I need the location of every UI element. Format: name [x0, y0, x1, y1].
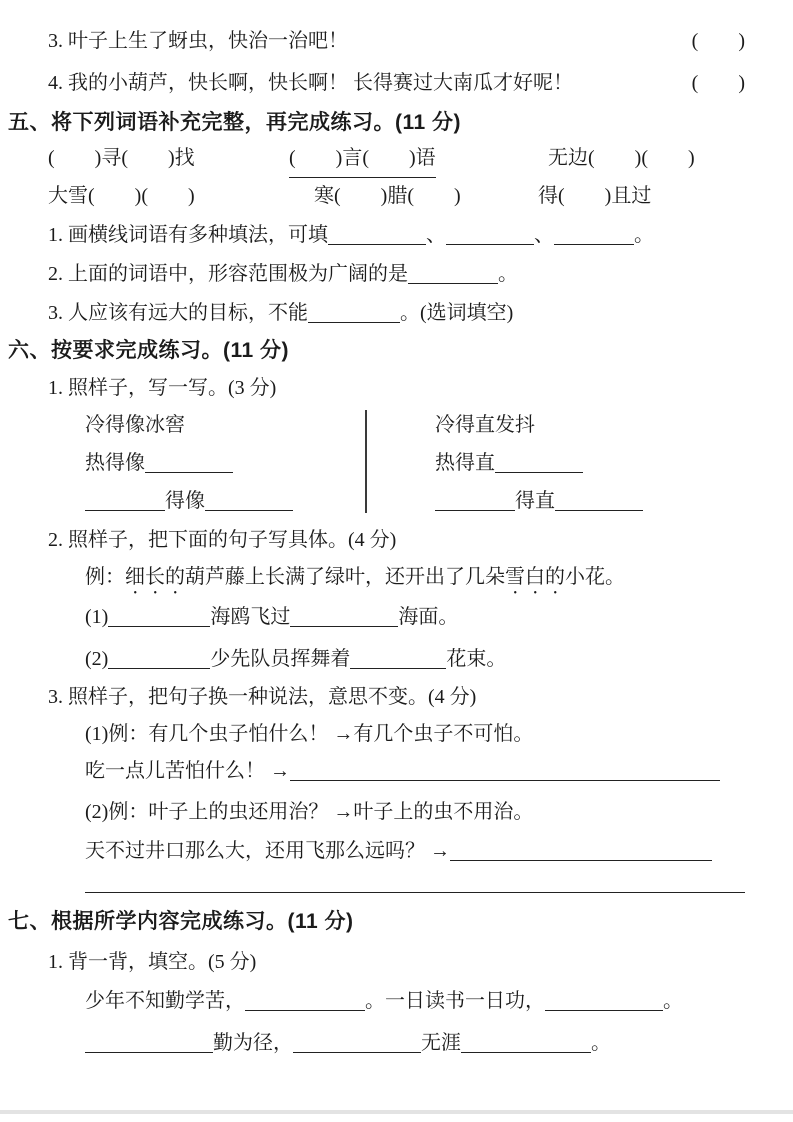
blank-line: [108, 602, 210, 627]
blank-line: [293, 1028, 421, 1053]
text-segment: 小花。: [565, 566, 625, 588]
section7-recite-line-2: [85, 1028, 611, 1058]
blank-line: [495, 448, 583, 473]
blank-line: [290, 602, 398, 627]
answer-parens: ( ): [691, 30, 745, 52]
text-segment: 少先队员挥舞着: [210, 648, 351, 670]
example-table-right: [435, 406, 643, 520]
blank-line: [108, 644, 210, 669]
section5-question-3: [48, 298, 513, 328]
word-fill-item: ( )寻( )找: [48, 147, 195, 169]
table-row: [435, 444, 643, 482]
blank-line: [461, 1028, 591, 1053]
blank-line: [446, 220, 534, 245]
section6-q2-title: 2. 照样子，把下面的句子写具体。(4 分): [48, 529, 397, 551]
example-table-left: [85, 406, 293, 520]
text-segment: 花束。: [446, 648, 507, 670]
section6-q3-example-2: [85, 797, 533, 827]
text-segment: 。: [591, 1032, 611, 1054]
text-segment: 勤为径，: [213, 1032, 293, 1054]
text-segment: 少年不知勤学苦，: [85, 990, 245, 1012]
table-row: [85, 444, 293, 482]
text-segment: 冷得直发抖: [435, 414, 535, 436]
blank-line: [408, 259, 498, 284]
section7-q1-title: 1. 背一背，填空。(5 分): [48, 951, 257, 973]
section5-title: 五、将下列词语补充完整，再完成练习。(11 分): [8, 111, 462, 134]
text-segment: 吃一点儿苦怕什么！ →: [85, 760, 290, 782]
text-segment: (1)例：有几个虫子怕什么！ →有几个虫子不可怕。: [85, 723, 534, 745]
emphasized-text: 雪白的: [505, 566, 565, 588]
blank-line: [290, 756, 720, 781]
word-fill-item: 寒( )腊( ): [314, 185, 461, 207]
text-segment: 、: [426, 224, 446, 246]
section6-q3-item-1: [85, 756, 720, 786]
blank-line: [328, 220, 426, 245]
blank-line: [554, 220, 634, 245]
blank-line: [85, 486, 165, 511]
section6-q3-example-1: [85, 719, 533, 749]
section7-recite-line-1: [85, 986, 683, 1016]
blank-line: [85, 1028, 213, 1053]
section7-title: 七、根据所学内容完成练习。(11 分): [8, 910, 354, 933]
judge-item-4: [48, 68, 745, 98]
table-row: [85, 482, 293, 520]
judge-item-text: 3. 叶子上生了蚜虫，快治一治吧！: [48, 30, 348, 52]
text-segment: 。(选词填空): [400, 302, 514, 324]
text-segment: (1): [85, 606, 109, 628]
blank-line: [85, 868, 745, 893]
text-segment: 热得像: [85, 452, 145, 474]
blank-line: [308, 298, 400, 323]
section6-q2-example: [85, 562, 625, 599]
text-segment: 得像: [165, 490, 205, 512]
text-segment: 。: [634, 224, 654, 246]
word-fill-item: 得( )且过: [538, 185, 652, 207]
section6-q2-item-1: [85, 602, 458, 632]
word-fill-item: 大雪( )( ): [48, 185, 195, 207]
word-fill-item: 无边( )( ): [548, 147, 695, 169]
page-bottom-edge: [0, 1110, 793, 1114]
blank-line: [245, 986, 365, 1011]
text-segment: 。: [498, 263, 518, 285]
text-segment: 得直: [515, 490, 555, 512]
text-segment: (2): [85, 648, 109, 670]
blank-line: [145, 448, 233, 473]
section6-q3-item-2: [85, 836, 712, 866]
word-fill-item-underlined: ( )言( )语: [289, 143, 436, 178]
blank-line: [205, 486, 293, 511]
text-segment: 海鸥飞过: [210, 606, 291, 628]
blank-line: [555, 486, 643, 511]
text-segment: 天不过井口那么大，还用飞那么远吗？ →: [85, 840, 450, 862]
blank-line: [450, 836, 712, 861]
judge-item-text: 4. 我的小葫芦，快长啊，快长啊！ 长得赛过大南瓜才好呢！: [48, 72, 573, 94]
answer-parens: ( ): [691, 72, 745, 94]
text-segment: 无涯: [421, 1032, 461, 1054]
text-segment: 冷得像冰窖: [85, 414, 185, 436]
judge-item-3: [48, 26, 745, 56]
table-row: [435, 482, 643, 520]
blank-line: [350, 644, 446, 669]
blank-line: [435, 486, 515, 511]
text-segment: 海面。: [398, 606, 459, 628]
text-segment: 、: [534, 224, 554, 246]
text-segment: 。: [663, 990, 683, 1012]
section6-q3-title: 3. 照样子，把句子换一种说法，意思不变。(4 分): [48, 686, 477, 708]
section6-title: 六、按要求完成练习。(11 分): [8, 339, 290, 362]
emphasized-text: 细长的: [125, 566, 185, 588]
table-divider: [365, 410, 367, 513]
section5-question-1: [48, 220, 654, 250]
table-row: [85, 406, 293, 444]
text-segment: 热得直: [435, 452, 495, 474]
text-segment: (2)例：叶子上的虫还用治？ →叶子上的虫不用治。: [85, 801, 534, 823]
text-segment: 。一日读书一日功，: [365, 990, 545, 1012]
text-segment: 3. 人应该有远大的目标，不能: [48, 302, 308, 324]
section6-q2-item-2: [85, 644, 506, 674]
section6-q1-title: 1. 照样子，写一写。(3 分): [48, 377, 277, 399]
table-row: [435, 406, 643, 444]
section6-q3-item-2-continuation: [85, 868, 745, 898]
blank-line: [545, 986, 663, 1011]
section5-question-2: [48, 259, 518, 289]
text-segment: 1. 画横线词语有多种填法，可填: [48, 224, 328, 246]
text-segment: 例：: [85, 566, 125, 588]
text-segment: 2. 上面的词语中，形容范围极为广阔的是: [48, 263, 408, 285]
text-segment: 葫芦藤上长满了绿叶，还开出了几朵: [185, 566, 505, 588]
